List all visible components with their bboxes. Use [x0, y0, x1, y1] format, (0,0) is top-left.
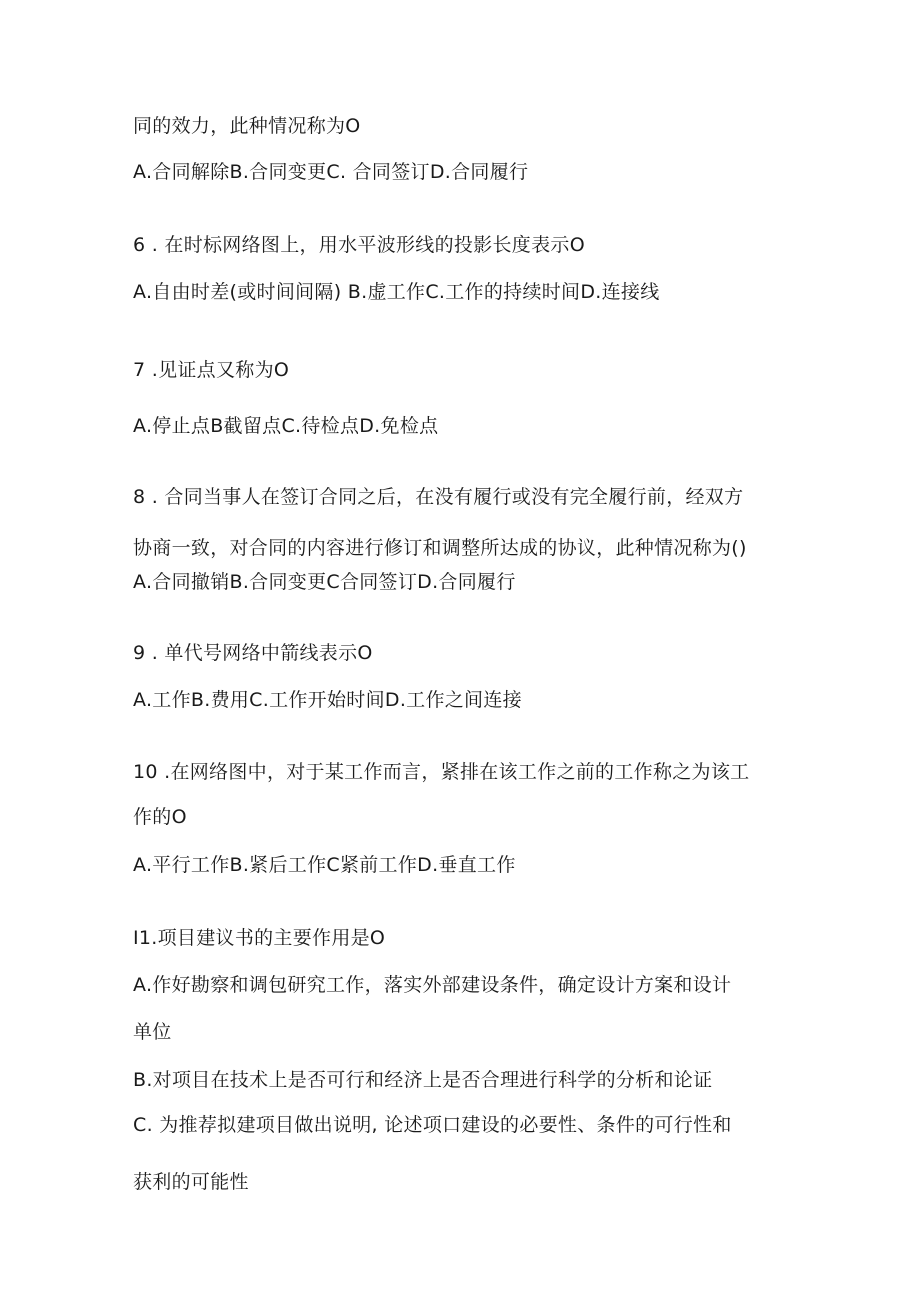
question-9: 9 . 单代号网络中箭线表示O — [133, 642, 373, 664]
answer-option-q11-b: B.对项目在技术上是否可行和经济上是否合理进行科学的分析和论证 — [133, 1069, 713, 1091]
question-8-line-1: 8 . 合同当事人在签订合同之后，在没有履行或没有完全履行前，经双方 — [133, 486, 744, 508]
question-8-line-2: 协商一致，对合同的内容进行修订和调整所达成的协议，此种情况称为() — [133, 537, 747, 559]
text-line-continuation: 同的效力，此种情况称为O — [133, 115, 361, 137]
answer-option-q11-a-line-1: A.作好勘察和调包研究工作，落实外部建设条件，确定设计方案和设计 — [133, 974, 732, 996]
answer-options-q9: A.工作B.费用C.工作开始时间D.工作之间连接 — [133, 689, 522, 711]
question-7: 7 .见证点又称为O — [133, 359, 290, 381]
question-11: I1.项目建议书的主要作用是O — [133, 927, 386, 949]
answer-option-q11-c-line-1: C. 为推荐拟建项目做出说明, 论述项口建设的必要性、条件的可行性和 — [133, 1114, 732, 1136]
answer-options-q5: A.合同解除B.合同变更C. 合同签订D.合同履行 — [133, 161, 529, 183]
question-10-line-1: 10 .在网络图中，对于某工作而言，紧排在该工作之前的工作称之为该工 — [133, 761, 750, 783]
answer-option-q11-a-line-2: 单位 — [133, 1021, 172, 1043]
answer-options-q10: A.平行工作B.紧后工作C紧前工作D.垂直工作 — [133, 854, 516, 876]
question-10-line-2: 作的O — [133, 806, 187, 828]
answer-options-q8: A.合同撤销B.合同变更C合同签订D.合同履行 — [133, 571, 516, 593]
answer-options-q7: A.停止点B截留点C.待检点D.免检点 — [133, 415, 439, 437]
answer-options-q6: A.自由时差(或时间间隔) B.虚工作C.工作的持续时间D.连接线 — [133, 281, 660, 303]
answer-option-q11-c-line-2: 获利的可能性 — [133, 1171, 249, 1193]
question-6: 6 . 在时标网络图上，用水平波形线的投影长度表示O — [133, 234, 585, 256]
